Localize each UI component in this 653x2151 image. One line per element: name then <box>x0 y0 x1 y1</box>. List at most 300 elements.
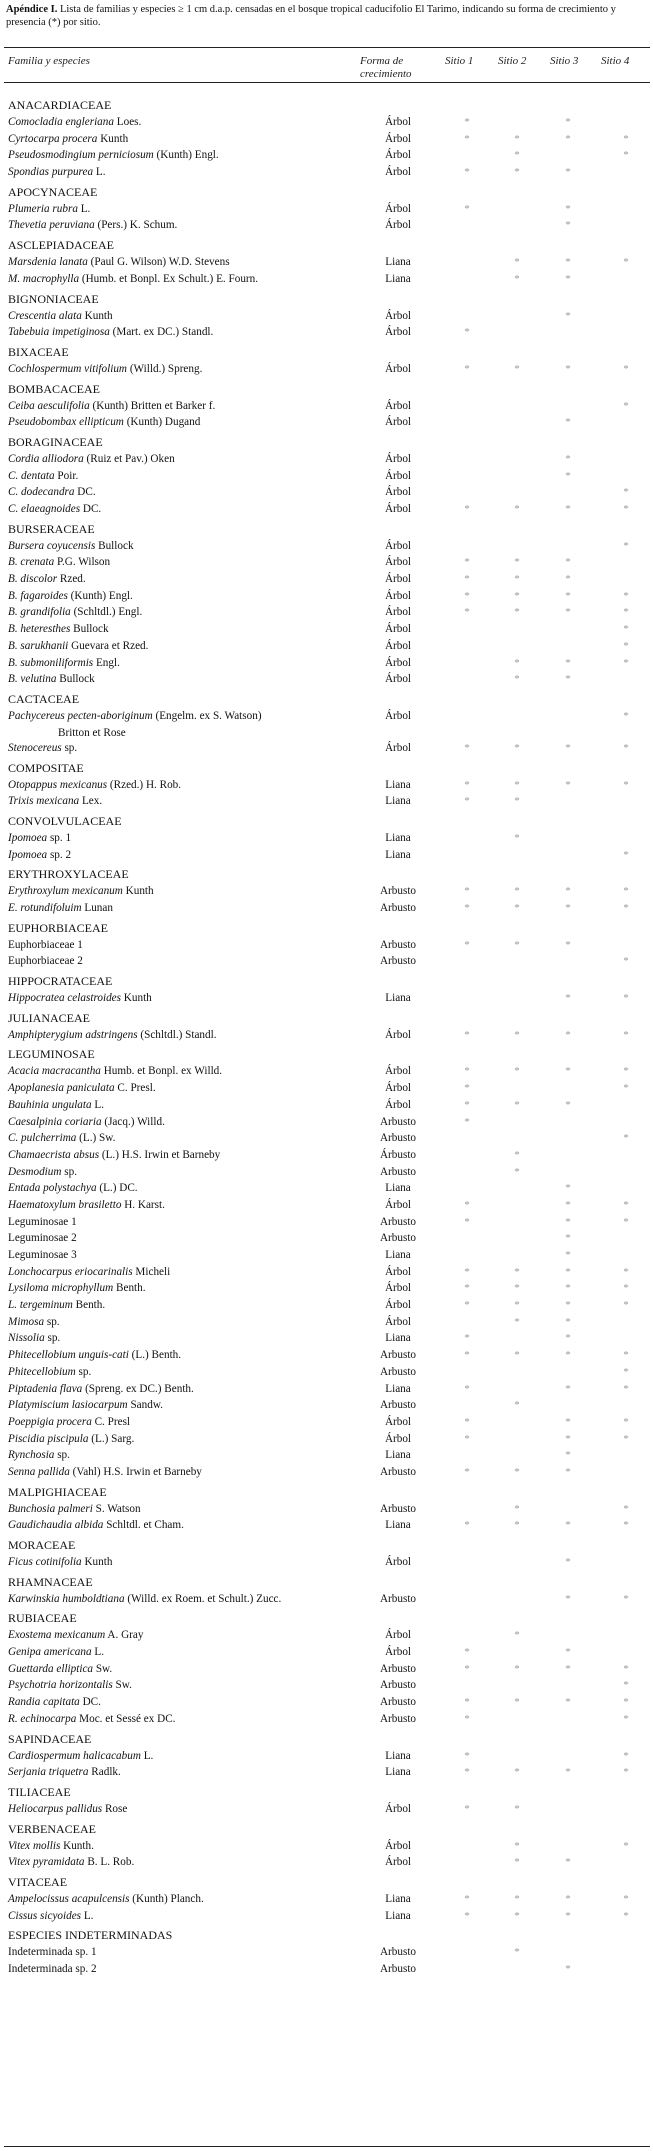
growth-form: Árbol <box>384 709 412 722</box>
species-binomial: C. dodecandra <box>8 486 75 499</box>
growth-form: Arbusto <box>379 1165 417 1178</box>
presence-mark-site-4: * <box>623 656 629 669</box>
header-family-species: Familia y especies <box>8 55 90 67</box>
species-row <box>0 308 653 325</box>
presence-mark-site-1: * <box>464 1098 470 1111</box>
species-name <box>8 1180 138 1197</box>
presence-mark-site-3: * <box>565 469 571 482</box>
family-header: ERYTHROXYLACEAE <box>8 867 129 882</box>
species-row <box>0 671 653 688</box>
presence-mark-site-3: * <box>565 116 571 128</box>
presence-mark-site-3: * <box>565 1415 571 1428</box>
species-row <box>0 1961 653 1978</box>
presence-mark-site-4: * <box>623 1065 629 1078</box>
species-name <box>8 217 177 234</box>
presence-mark-site-4: * <box>623 778 629 791</box>
growth-form: Arbusto <box>379 1712 417 1725</box>
presence-mark-site-1: * <box>464 1115 470 1128</box>
family-header: CACTACEAE <box>8 691 80 706</box>
presence-mark-site-3: * <box>565 1963 571 1975</box>
presence-mark-site-2: * <box>514 1946 520 1959</box>
species-author: (L.) Benth. <box>128 1349 182 1362</box>
growth-form: Árbol <box>384 362 412 375</box>
presence-mark-site-2: * <box>514 1399 520 1412</box>
species-author: (Mart. ex DC.) Standl. <box>109 326 214 339</box>
presence-mark-site-1: * <box>464 1646 470 1659</box>
species-binomial: Caesalpinia coriaria <box>8 1115 102 1128</box>
species-author: Sw. <box>93 1662 113 1675</box>
species-author: L. <box>91 1098 105 1111</box>
presence-mark-site-3: * <box>565 885 571 898</box>
growth-form: Liana <box>385 1332 411 1345</box>
species-name <box>8 1297 105 1314</box>
species-author: (Kunth) Engl. <box>67 589 133 602</box>
species-row <box>0 147 653 164</box>
species-author: Radlk. <box>88 1766 121 1779</box>
presence-mark-site-1: * <box>464 1802 470 1815</box>
species-row <box>0 1464 653 1481</box>
growth-form: Árbol <box>384 539 412 552</box>
species-binomial: Cochlospermum vitifolium <box>8 362 128 375</box>
presence-mark-site-4: * <box>623 132 629 145</box>
family-header: MALPIGHIACEAE <box>8 1484 107 1499</box>
species-row <box>0 1677 653 1694</box>
species-row <box>0 484 653 501</box>
presence-mark-site-1: * <box>464 1282 470 1295</box>
presence-mark-site-4: * <box>623 256 629 269</box>
presence-mark-site-3: * <box>565 256 571 269</box>
table-top-rule <box>4 47 650 48</box>
species-row <box>0 588 653 605</box>
family-header: RHAMNACEAE <box>8 1574 93 1589</box>
growth-form: Árbol <box>384 1646 412 1659</box>
species-binomial: Tabebuia impetiginosa <box>8 326 110 339</box>
growth-form: Árbol <box>384 399 412 412</box>
presence-mark-site-3: * <box>565 166 571 179</box>
species-row <box>0 1264 653 1281</box>
species-row <box>0 1230 653 1247</box>
presence-mark-site-1: * <box>464 1265 470 1278</box>
species-row <box>0 621 653 638</box>
species-binomial: Exostema mexicanum <box>8 1629 106 1642</box>
species-row <box>0 830 653 847</box>
growth-form: Árbol <box>384 1028 412 1041</box>
species-author: (Schltdl.) Standl. <box>137 1028 217 1041</box>
species-row <box>0 571 653 588</box>
species-binomial: C. dentata <box>8 469 55 482</box>
species-row <box>0 451 653 468</box>
growth-form: Árbol <box>384 1556 412 1568</box>
presence-mark-site-2: * <box>514 1839 520 1852</box>
presence-mark-site-2: * <box>514 589 520 602</box>
species-table-body <box>0 97 653 1978</box>
growth-form: Árbol <box>384 1065 412 1078</box>
family-header: BORAGINACEAE <box>8 434 103 449</box>
species-binomial: Ampelocissus acapulcensis <box>8 1892 130 1905</box>
species-row <box>0 604 653 621</box>
presence-mark-site-3: * <box>565 1432 571 1445</box>
growth-form: Liana <box>385 1749 411 1762</box>
species-author: (Jacq.) Willd. <box>101 1115 165 1128</box>
species-name <box>8 538 134 555</box>
species-binomial: B. sarukhanii <box>8 639 69 652</box>
species-row <box>0 1280 653 1297</box>
growth-form: Arbusto <box>379 1399 417 1412</box>
species-row <box>0 1330 653 1347</box>
growth-form: Liana <box>385 1449 411 1462</box>
species-row <box>0 1080 653 1097</box>
species-row <box>0 1501 653 1518</box>
presence-mark-site-3: * <box>565 202 571 215</box>
species-binomial: Piscidia piscipula <box>8 1432 89 1445</box>
species-name <box>8 1164 77 1181</box>
growth-form: Árbol <box>384 741 412 754</box>
species-row <box>0 777 653 794</box>
species-row <box>0 1164 653 1181</box>
species-binomial: Guettarda elliptica <box>8 1662 94 1675</box>
species-row <box>0 1297 653 1314</box>
growth-form: Liana <box>385 795 411 808</box>
species-row <box>0 1627 653 1644</box>
species-name <box>8 937 83 954</box>
species-binomial: Rynchosia <box>8 1449 55 1462</box>
growth-form: Arbusto <box>379 955 417 968</box>
family-header: BOMBACACEAE <box>8 381 101 396</box>
species-binomial: B. fagaroides <box>8 589 68 602</box>
species-row <box>0 501 653 518</box>
presence-mark-site-1: * <box>464 1465 470 1478</box>
species-name <box>8 671 95 688</box>
caption-text: Lista de familias y especies ≥ 1 cm d.a.p. censadas en el bosque tropical caducifolio El Tarimo, indicando su forma de crecimiento y presencia (*) por sitio. <box>6 4 616 28</box>
growth-form: Árbol <box>384 166 412 179</box>
species-name <box>8 1694 101 1711</box>
presence-mark-site-3: * <box>565 741 571 754</box>
species-name <box>8 131 128 148</box>
presence-mark-site-2: * <box>514 1892 520 1905</box>
species-author: Schltdl. et Cham. <box>103 1519 184 1532</box>
species-binomial: Desmodium <box>8 1165 62 1178</box>
presence-mark-site-4: * <box>623 1712 629 1725</box>
presence-mark-site-2: * <box>514 673 520 686</box>
species-name <box>8 953 83 970</box>
species-author: C. Presl <box>91 1415 131 1428</box>
species-row <box>0 1147 653 1164</box>
species-row <box>0 638 653 655</box>
presence-mark-site-2: * <box>514 778 520 791</box>
species-binomial: C. elaeagnoides <box>8 503 81 515</box>
presence-mark-site-3: * <box>565 573 571 586</box>
species-row <box>0 1347 653 1364</box>
species-author: sp. <box>61 1165 77 1178</box>
presence-mark-site-1: * <box>464 1432 470 1445</box>
species-name <box>8 1891 204 1908</box>
growth-form: Árbusto <box>379 1148 417 1161</box>
species-author: sp. <box>54 1449 70 1462</box>
species-binomial: Cissus sicyoides <box>8 1909 82 1922</box>
species-name <box>8 777 181 794</box>
species-row <box>0 900 653 917</box>
presence-mark-site-1: * <box>464 1766 470 1779</box>
presence-mark-site-2: * <box>514 132 520 145</box>
species-author: sp. <box>44 1315 60 1328</box>
species-name <box>8 1330 60 1347</box>
species-name <box>8 1801 127 1818</box>
species-binomial: Piptadenia flava <box>8 1382 83 1395</box>
growth-form: Liana <box>385 1909 411 1922</box>
species-binomial: Acacia macracantha <box>8 1065 101 1078</box>
species-author: Bullock <box>70 623 109 636</box>
species-binomial: Crescentia alata <box>8 309 82 322</box>
family-header: VERBENACEAE <box>8 1821 96 1836</box>
species-author: Leguminosae 1 <box>8 1215 77 1228</box>
species-name <box>8 1264 170 1281</box>
presence-mark-site-4: * <box>623 902 629 914</box>
presence-mark-site-2: * <box>514 1519 520 1532</box>
presence-mark-site-2: * <box>514 1629 520 1642</box>
growth-form: Árbol <box>384 1415 412 1428</box>
presence-mark-site-1: * <box>464 1198 470 1211</box>
header-growth-form: Forma de crecimiento <box>360 55 412 80</box>
presence-mark-site-1: * <box>464 1299 470 1312</box>
species-binomial: Spondias purpurea <box>8 166 94 179</box>
family-header: VITACEAE <box>8 1874 68 1889</box>
growth-form: Liana <box>385 848 411 861</box>
presence-mark-site-4: * <box>623 1198 629 1211</box>
growth-form: Arbusto <box>379 885 417 898</box>
growth-form: Árbol <box>384 623 412 636</box>
species-author: L. <box>140 1749 154 1762</box>
species-name <box>8 271 258 288</box>
presence-mark-site-1: * <box>464 938 470 951</box>
family-header: ASCLEPIADACEAE <box>8 238 115 253</box>
presence-mark-site-3: * <box>565 1662 571 1675</box>
species-author: L. <box>91 1646 105 1659</box>
species-row <box>0 1554 653 1571</box>
species-author: Kunth. <box>60 1839 94 1852</box>
species-binomial: Senna pallida <box>8 1465 70 1478</box>
growth-form: Árbol <box>384 202 412 215</box>
species-binomial: B. crenata <box>8 556 55 569</box>
presence-mark-site-1: * <box>464 1065 470 1078</box>
species-row <box>0 1097 653 1114</box>
species-row <box>0 1397 653 1414</box>
species-author: Micheli <box>132 1265 171 1278</box>
species-row <box>0 740 653 757</box>
species-name <box>8 1347 181 1364</box>
species-author: Engl. <box>93 656 120 669</box>
species-author: (Ruiz et Pav.) Oken <box>83 452 175 465</box>
growth-form: Árbol <box>384 639 412 652</box>
species-row <box>0 1764 653 1781</box>
species-binomial: E. rotundifoluim <box>8 902 82 914</box>
species-author: Kunth <box>97 132 129 145</box>
growth-form: Árbol <box>384 1282 412 1295</box>
growth-form: Liana <box>385 992 411 1005</box>
presence-mark-site-2: * <box>514 1909 520 1922</box>
presence-mark-site-1: * <box>464 166 470 179</box>
growth-form: Árbol <box>384 326 412 339</box>
presence-mark-site-3: * <box>565 503 571 515</box>
species-name <box>8 1414 130 1431</box>
presence-mark-site-1: * <box>464 326 470 339</box>
species-binomial: Chamaecrista absus <box>8 1148 100 1161</box>
species-binomial: Erythroxylum mexicanum <box>8 885 123 898</box>
growth-form: Arbusto <box>379 1662 417 1675</box>
growth-form: Liana <box>385 1382 411 1395</box>
presence-mark-site-1: * <box>464 503 470 515</box>
presence-mark-site-1: * <box>464 1349 470 1362</box>
species-binomial: Bursera coyucensis <box>8 539 96 552</box>
species-name <box>8 1838 94 1855</box>
presence-mark-site-4: * <box>623 1766 629 1779</box>
presence-mark-site-2: * <box>514 1282 520 1295</box>
presence-mark-site-4: * <box>623 1839 629 1852</box>
growth-form: Arbusto <box>379 1232 417 1245</box>
species-binomial: Apoplanesia paniculata <box>8 1082 115 1095</box>
header-site-1: Sitio 1 <box>445 55 474 67</box>
presence-mark-site-4: * <box>623 606 629 619</box>
species-name <box>8 655 120 672</box>
species-author: sp. <box>44 1332 61 1345</box>
presence-mark-site-2: * <box>514 1502 520 1515</box>
species-binomial: B. velutina <box>8 673 57 686</box>
table-caption <box>6 3 646 29</box>
presence-mark-site-2: * <box>514 362 520 375</box>
presence-mark-site-2: * <box>514 556 520 569</box>
species-row <box>0 201 653 218</box>
growth-form: Arbusto <box>379 1963 417 1975</box>
species-name <box>8 990 152 1007</box>
presence-mark-site-3: * <box>565 1232 571 1245</box>
presence-mark-site-4: * <box>623 992 629 1005</box>
presence-mark-site-4: * <box>623 848 629 861</box>
species-name <box>8 1661 112 1678</box>
species-author: L. <box>77 202 91 215</box>
species-name <box>8 1644 104 1661</box>
growth-form: Árbol <box>384 116 412 128</box>
species-name <box>8 1063 222 1080</box>
presence-mark-site-1: * <box>464 1215 470 1228</box>
growth-form: Árbol <box>384 1802 412 1815</box>
growth-form: Liana <box>385 1892 411 1905</box>
species-author: (Pers.) K. Schum. <box>94 219 178 232</box>
species-author: Bullock <box>95 539 134 552</box>
growth-form: Arbusto <box>379 1115 417 1128</box>
species-name <box>8 1280 146 1297</box>
species-binomial: Randia capitata <box>8 1696 80 1709</box>
species-row <box>0 324 653 341</box>
presence-mark-site-3: * <box>565 219 571 232</box>
species-row <box>0 1414 653 1431</box>
species-name <box>8 451 175 468</box>
species-author: (L.) Sarg. <box>88 1432 135 1445</box>
species-row <box>0 1591 653 1608</box>
species-row <box>0 953 653 970</box>
family-header: APOCYNACEAE <box>8 184 98 199</box>
species-author: H. Karst. <box>121 1198 165 1211</box>
species-author: (Kunth) Planch. <box>129 1892 204 1905</box>
species-author: Lunan <box>81 902 113 914</box>
species-row <box>0 1381 653 1398</box>
species-name <box>8 308 113 325</box>
presence-mark-site-4: * <box>623 503 629 515</box>
presence-mark-site-2: * <box>514 272 520 285</box>
species-author: Kunth <box>81 1556 113 1568</box>
growth-form: Árbol <box>384 1839 412 1852</box>
species-name <box>8 1381 194 1398</box>
presence-mark-site-4: * <box>623 589 629 602</box>
growth-form: Arbusto <box>379 1215 417 1228</box>
presence-mark-site-3: * <box>565 132 571 145</box>
growth-form: Liana <box>385 1519 411 1532</box>
species-row <box>0 793 653 810</box>
presence-mark-site-2: * <box>514 741 520 754</box>
species-name <box>8 1431 134 1448</box>
family-header: MORACEAE <box>8 1538 76 1552</box>
presence-mark-site-4: * <box>623 149 629 162</box>
family-header: COMPOSITAE <box>8 760 84 775</box>
species-binomial: Bauhinia ungulata <box>8 1098 92 1111</box>
species-row <box>0 1644 653 1661</box>
species-binomial: Ficus cotinifolia <box>8 1556 82 1568</box>
presence-mark-site-3: * <box>565 362 571 375</box>
presence-mark-site-1: * <box>464 573 470 586</box>
presence-mark-site-4: * <box>623 1215 629 1228</box>
species-author: sp. 2 <box>47 848 72 861</box>
species-name <box>8 847 71 864</box>
presence-mark-site-4: * <box>623 1592 629 1605</box>
species-binomial: Phitecellobium unguis-cati <box>8 1349 129 1362</box>
growth-form: Arbusto <box>379 1365 417 1378</box>
species-binomial: Thevetia peruviana <box>8 219 95 232</box>
growth-form: Liana <box>385 256 411 269</box>
species-author: (Paul G. Wilson) W.D. Stevens <box>87 256 230 269</box>
presence-mark-site-3: * <box>565 1646 571 1659</box>
species-row <box>0 414 653 431</box>
species-binomial: Trixis mexicana <box>8 795 80 808</box>
growth-form: Árbol <box>384 416 412 429</box>
presence-mark-site-3: * <box>565 1065 571 1078</box>
presence-mark-site-1: * <box>464 362 470 375</box>
species-binomial: Bunchosia palmeri <box>8 1502 93 1515</box>
presence-mark-site-3: * <box>565 1182 571 1195</box>
presence-mark-site-2: * <box>514 1802 520 1815</box>
growth-form: Árbol <box>384 1098 412 1111</box>
species-name <box>8 1627 143 1644</box>
species-row <box>0 937 653 954</box>
species-author: Leguminosae 3 <box>8 1249 77 1261</box>
presence-mark-site-2: * <box>514 1315 520 1328</box>
presence-mark-site-4: * <box>623 1265 629 1278</box>
species-author: (L.) H.S. Irwin et Barneby <box>99 1148 221 1161</box>
growth-form: Árbol <box>384 656 412 669</box>
growth-form: Arbusto <box>379 1349 417 1362</box>
presence-mark-site-4: * <box>623 1132 629 1145</box>
presence-mark-site-2: * <box>514 656 520 669</box>
species-name <box>8 201 90 218</box>
species-row <box>0 1027 653 1044</box>
presence-mark-site-2: * <box>514 1696 520 1709</box>
presence-mark-site-4: * <box>623 1662 629 1675</box>
species-name <box>8 501 101 518</box>
growth-form: Árbol <box>384 1315 412 1328</box>
species-name <box>8 883 154 900</box>
presence-mark-site-2: * <box>514 1662 520 1675</box>
presence-mark-site-4: * <box>623 709 629 722</box>
growth-form: Árbol <box>384 1629 412 1642</box>
species-author: sp. <box>75 1365 92 1378</box>
species-name <box>8 1364 91 1381</box>
